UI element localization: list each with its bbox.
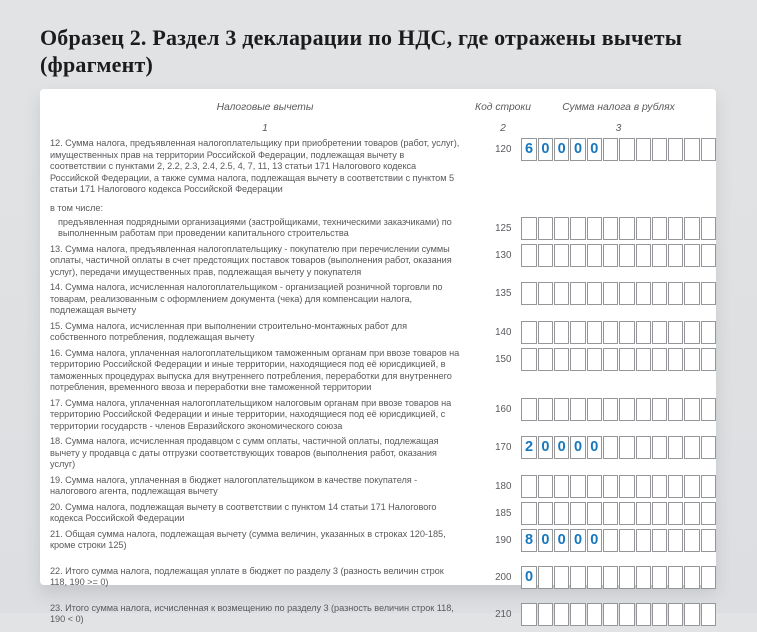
- amount-empty-cell: [636, 217, 651, 240]
- amount-empty-cell: [587, 603, 602, 626]
- amount-empty-cell: [521, 502, 536, 525]
- amount-empty-cell: [603, 529, 618, 552]
- amount-digit-cell: 0: [570, 138, 585, 161]
- amount-empty-cell: [636, 566, 651, 589]
- column-number-2: 2: [500, 123, 506, 134]
- amount-empty-cell: [554, 475, 569, 498]
- form-row-170: [40, 436, 716, 471]
- amount-empty-cell: [684, 244, 699, 267]
- amount-empty-cell: [603, 603, 618, 626]
- amount-empty-cell: [570, 244, 585, 267]
- amount-empty-cell: [538, 348, 553, 371]
- row-code: 120: [495, 144, 512, 155]
- page-title: [40, 24, 700, 78]
- amount-empty-cell: [570, 282, 585, 305]
- amount-empty-cell: [652, 217, 667, 240]
- amount-empty-cell: [603, 502, 618, 525]
- row-code: 190: [495, 534, 512, 546]
- form-row-185: [40, 502, 716, 525]
- form-row-190: [40, 529, 716, 552]
- amount-empty-cell: [636, 321, 651, 344]
- amount-empty-cell: [521, 217, 536, 240]
- amount-empty-cell: [619, 529, 634, 552]
- amount-empty-cell: [684, 282, 699, 305]
- amount-empty-cell: [521, 244, 536, 267]
- amount-empty-cell: [701, 529, 716, 552]
- amount-digit-cell: 0: [554, 529, 569, 552]
- amount-empty-cell: [570, 603, 585, 626]
- amount-empty-cell: [554, 566, 569, 589]
- amount-empty-cell: [619, 502, 634, 525]
- amount-empty-cell: [652, 566, 667, 589]
- amount-cell-grid: [521, 603, 716, 626]
- amount-empty-cell: [668, 566, 683, 589]
- amount-empty-cell: [668, 475, 683, 498]
- amount-digit-cell: 0: [521, 566, 536, 589]
- amount-empty-cell: [636, 502, 651, 525]
- row-text: 20. Сумма налога, подлежащая вычету в соответствии с пунктом 14 статьи 171 Налогового кодекса Российской Федерации: [50, 501, 437, 523]
- amount-empty-cell: [570, 566, 585, 589]
- amount-digit-cell: 0: [554, 436, 569, 459]
- amount-empty-cell: [603, 138, 618, 161]
- amount-cell-grid: [521, 502, 716, 525]
- amount-empty-cell: [668, 282, 683, 305]
- amount-empty-cell: [554, 244, 569, 267]
- page-title-line1: Образец 2. Раздел 3 декларации по НДС, где отражены вычеты: [40, 25, 683, 50]
- column-number-3: 3: [615, 123, 622, 134]
- amount-empty-cell: [652, 282, 667, 305]
- amount-empty-cell: [587, 244, 602, 267]
- amount-cell-grid: [521, 398, 716, 421]
- row-code: 125: [495, 222, 512, 234]
- amount-cell-grid: [521, 138, 716, 161]
- row-code: 200: [495, 571, 512, 583]
- amount-empty-cell: [538, 217, 553, 240]
- amount-empty-cell: [570, 502, 585, 525]
- amount-empty-cell: [570, 475, 585, 498]
- amount-empty-cell: [570, 398, 585, 421]
- column-number-1: 1: [262, 123, 268, 134]
- amount-empty-cell: [603, 398, 618, 421]
- row-text: 22. Итого сумма налога, подлежащая уплате в бюджет по разделу 3 (разность величин строк 118, 190 >= 0): [50, 565, 444, 587]
- amount-empty-cell: [701, 244, 716, 267]
- amount-empty-cell: [538, 475, 553, 498]
- amount-empty-cell: [521, 398, 536, 421]
- amount-digit-cell: 2: [521, 436, 536, 459]
- amount-digit-cell: 0: [538, 529, 553, 552]
- amount-empty-cell: [587, 475, 602, 498]
- amount-empty-cell: [587, 398, 602, 421]
- amount-empty-cell: [554, 321, 569, 344]
- amount-empty-cell: [619, 398, 634, 421]
- amount-empty-cell: [652, 475, 667, 498]
- amount-empty-cell: [652, 244, 667, 267]
- amount-empty-cell: [619, 436, 634, 459]
- amount-empty-cell: [636, 529, 651, 552]
- amount-empty-cell: [684, 566, 699, 589]
- amount-empty-cell: [619, 348, 634, 371]
- amount-empty-cell: [619, 138, 634, 161]
- row-text: 19. Сумма налога, уплаченная в бюджет налогоплательщиком в качестве покупателя - налогового агента, подлежащая вычету: [50, 474, 418, 496]
- amount-empty-cell: [554, 282, 569, 305]
- vat-declaration-section3-form: [40, 89, 716, 624]
- amount-cell-grid: [521, 244, 716, 267]
- row-text: 17. Сумма налога, уплаченная налогоплательщиком налоговым органам при ввозе товаров на территорию Российской Федерации и иные территории, находящиеся под её юрисдикцией, с территории государств - членов Евразийского экономического союза: [50, 397, 452, 431]
- amount-empty-cell: [538, 321, 553, 344]
- amount-empty-cell: [603, 321, 618, 344]
- amount-empty-cell: [587, 348, 602, 371]
- amount-cell-grid: [521, 529, 716, 552]
- amount-empty-cell: [668, 138, 683, 161]
- amount-empty-cell: [636, 436, 651, 459]
- form-rows: [40, 138, 716, 632]
- row-code: 210: [495, 608, 512, 620]
- amount-empty-cell: [701, 282, 716, 305]
- amount-empty-cell: [538, 603, 553, 626]
- amount-empty-cell: [636, 603, 651, 626]
- amount-empty-cell: [587, 321, 602, 344]
- amount-empty-cell: [538, 398, 553, 421]
- amount-empty-cell: [636, 475, 651, 498]
- row-text: 14. Сумма налога, исчисленная налогоплательщиком - организацией розничной торговли по товарам, реализованным с оформлением документа (чека) для компенсации налога, подлежащая вычету: [50, 282, 443, 315]
- amount-empty-cell: [603, 244, 618, 267]
- amount-empty-cell: [619, 321, 634, 344]
- page-title-line2: (фрагмент): [40, 52, 154, 77]
- row-text: 13. Сумма налога, предъявленная налогоплательщику - покупателю при перечислении суммы оплаты, частичной оплаты в счет предстоящих поставок товаров (выполнения работ, оказания услуг), передачи имущественных прав, подлежащая вычету у покупателя: [50, 243, 452, 277]
- amount-empty-cell: [619, 217, 634, 240]
- amount-empty-cell: [652, 529, 667, 552]
- amount-empty-cell: [701, 398, 716, 421]
- amount-digit-cell: 0: [538, 138, 553, 161]
- amount-empty-cell: [636, 348, 651, 371]
- form-row-210: [40, 603, 716, 626]
- amount-empty-cell: [603, 566, 618, 589]
- amount-cell-grid: [521, 566, 716, 589]
- amount-empty-cell: [652, 436, 667, 459]
- column-header-line-code: Код строки: [475, 102, 531, 113]
- amount-cell-grid: [521, 436, 716, 459]
- form-row-125: [40, 217, 716, 240]
- row-text: 16. Сумма налога, уплаченная налогоплательщиком таможенным органам при ввозе товаров на территорию Российской Федерации и иные территории, находящиеся под её юрисдикцией, в таможенных процедурах выпуска для внутреннего потребления, переработки для внутреннего потребления, временного ввоза и переработки вне таможенной территории: [50, 347, 460, 392]
- form-row-180: [40, 475, 716, 498]
- amount-empty-cell: [570, 348, 585, 371]
- amount-digit-cell: 6: [521, 138, 536, 161]
- amount-empty-cell: [684, 348, 699, 371]
- amount-digit-cell: 0: [538, 436, 553, 459]
- amount-empty-cell: [603, 475, 618, 498]
- row-text: 18. Сумма налога, исчисленная продавцом с сумм оплаты, частичной оплаты, подлежащая вычету у продавца с даты отгрузки соответствующих товаров (выполнения работ, оказания услуг): [50, 436, 439, 469]
- amount-empty-cell: [701, 475, 716, 498]
- amount-empty-cell: [587, 217, 602, 240]
- amount-empty-cell: [619, 603, 634, 626]
- amount-empty-cell: [619, 282, 634, 305]
- amount-empty-cell: [587, 566, 602, 589]
- amount-empty-cell: [603, 217, 618, 240]
- amount-empty-cell: [652, 398, 667, 421]
- amount-empty-cell: [603, 282, 618, 305]
- amount-cell-grid: [521, 282, 716, 305]
- amount-empty-cell: [701, 348, 716, 371]
- amount-empty-cell: [636, 282, 651, 305]
- amount-empty-cell: [684, 502, 699, 525]
- amount-empty-cell: [636, 138, 651, 161]
- row-code: 170: [495, 442, 512, 453]
- amount-empty-cell: [684, 436, 699, 459]
- amount-digit-cell: 0: [554, 138, 569, 161]
- row-code: 140: [495, 326, 512, 338]
- amount-empty-cell: [652, 603, 667, 626]
- amount-empty-cell: [521, 475, 536, 498]
- amount-empty-cell: [652, 138, 667, 161]
- amount-empty-cell: [701, 138, 716, 161]
- form-row-150: [40, 348, 716, 394]
- amount-cell-grid: [521, 475, 716, 498]
- amount-empty-cell: [554, 217, 569, 240]
- form-column-headers: [40, 89, 716, 113]
- row-text: предъявленная подрядными организациями (застройщиками, техническими заказчиками) по выполненным работам при проведении капитального строительства: [58, 216, 452, 238]
- amount-empty-cell: [619, 475, 634, 498]
- amount-empty-cell: [587, 502, 602, 525]
- amount-empty-cell: [587, 282, 602, 305]
- amount-empty-cell: [538, 566, 553, 589]
- amount-empty-cell: [521, 282, 536, 305]
- amount-empty-cell: [701, 603, 716, 626]
- row-text: 23. Итого сумма налога, исчисленная к возмещению по разделу 3 (разность величин строк 118, 190 < 0): [50, 602, 454, 624]
- row-code: 135: [495, 288, 512, 299]
- form-row-200: [40, 566, 716, 589]
- amount-empty-cell: [668, 321, 683, 344]
- amount-empty-cell: [652, 321, 667, 344]
- row-code: 185: [495, 507, 512, 519]
- including-note: в том числе:: [50, 202, 104, 213]
- row-code: 150: [495, 353, 512, 365]
- form-row-160: [40, 398, 716, 433]
- row-code: 160: [495, 403, 512, 415]
- amount-empty-cell: [538, 502, 553, 525]
- amount-empty-cell: [668, 529, 683, 552]
- column-header-tax-deductions: Налоговые вычеты: [216, 102, 314, 113]
- form-row-140: [40, 321, 716, 344]
- amount-empty-cell: [684, 321, 699, 344]
- amount-empty-cell: [684, 398, 699, 421]
- amount-empty-cell: [684, 603, 699, 626]
- amount-digit-cell: 0: [570, 529, 585, 552]
- amount-empty-cell: [570, 217, 585, 240]
- amount-empty-cell: [652, 502, 667, 525]
- amount-digit-cell: 0: [587, 436, 602, 459]
- amount-empty-cell: [701, 566, 716, 589]
- amount-empty-cell: [668, 502, 683, 525]
- row-code: 130: [495, 249, 512, 261]
- amount-empty-cell: [619, 566, 634, 589]
- amount-digit-cell: 0: [570, 436, 585, 459]
- amount-digit-cell: 0: [587, 529, 602, 552]
- column-header-tax-amount: Сумма налога в рублях: [562, 102, 675, 113]
- amount-empty-cell: [684, 529, 699, 552]
- amount-empty-cell: [554, 502, 569, 525]
- amount-empty-cell: [668, 244, 683, 267]
- amount-digit-cell: 0: [587, 138, 602, 161]
- amount-empty-cell: [603, 348, 618, 371]
- amount-empty-cell: [570, 321, 585, 344]
- amount-empty-cell: [619, 244, 634, 267]
- amount-digit-cell: 8: [521, 529, 536, 552]
- amount-empty-cell: [538, 244, 553, 267]
- form-row-135: [40, 282, 716, 317]
- amount-empty-cell: [636, 398, 651, 421]
- amount-empty-cell: [684, 217, 699, 240]
- amount-empty-cell: [668, 436, 683, 459]
- amount-empty-cell: [603, 436, 618, 459]
- amount-empty-cell: [701, 321, 716, 344]
- amount-empty-cell: [636, 244, 651, 267]
- amount-cell-grid: [521, 348, 716, 371]
- row-text: 12. Сумма налога, предъявленная налогоплательщику при приобретении товаров (работ, услуг), имущественных прав на территории Российской Федерации, подлежащая вычету в соответствии с пунктами 2, 2.2, 2.3, 2.4, 2.5, 4, 7, 11, 13 статьи 171 Налогового кодекса Российской Федерации, а также сумма налога, подлежащая вычету в соответствии с пунктом 5 статьи 171 Налогового кодекса Российской Федерации: [50, 138, 460, 194]
- row-text: 15. Сумма налога, исчисленная при выполнении строительно-монтажных работ для собственного потребления, подлежащая вычету: [50, 320, 408, 342]
- amount-empty-cell: [684, 138, 699, 161]
- amount-empty-cell: [538, 282, 553, 305]
- row-text: 21. Общая сумма налога, подлежащая вычету (сумма величин, указанных в строках 120-185, кроме строки 125): [50, 528, 446, 550]
- amount-empty-cell: [554, 348, 569, 371]
- form-column-numbers: [40, 113, 716, 134]
- amount-empty-cell: [554, 603, 569, 626]
- amount-empty-cell: [701, 436, 716, 459]
- amount-cell-grid: [521, 217, 716, 240]
- form-row-130: [40, 244, 716, 279]
- amount-empty-cell: [668, 603, 683, 626]
- amount-empty-cell: [668, 348, 683, 371]
- amount-empty-cell: [521, 321, 536, 344]
- amount-empty-cell: [668, 398, 683, 421]
- amount-empty-cell: [701, 217, 716, 240]
- amount-empty-cell: [521, 348, 536, 371]
- amount-empty-cell: [668, 217, 683, 240]
- amount-empty-cell: [554, 398, 569, 421]
- amount-cell-grid: [521, 321, 716, 344]
- row-code: 180: [495, 480, 512, 492]
- amount-empty-cell: [701, 502, 716, 525]
- amount-empty-cell: [521, 603, 536, 626]
- amount-empty-cell: [684, 475, 699, 498]
- amount-empty-cell: [652, 348, 667, 371]
- form-row-120: [40, 138, 716, 196]
